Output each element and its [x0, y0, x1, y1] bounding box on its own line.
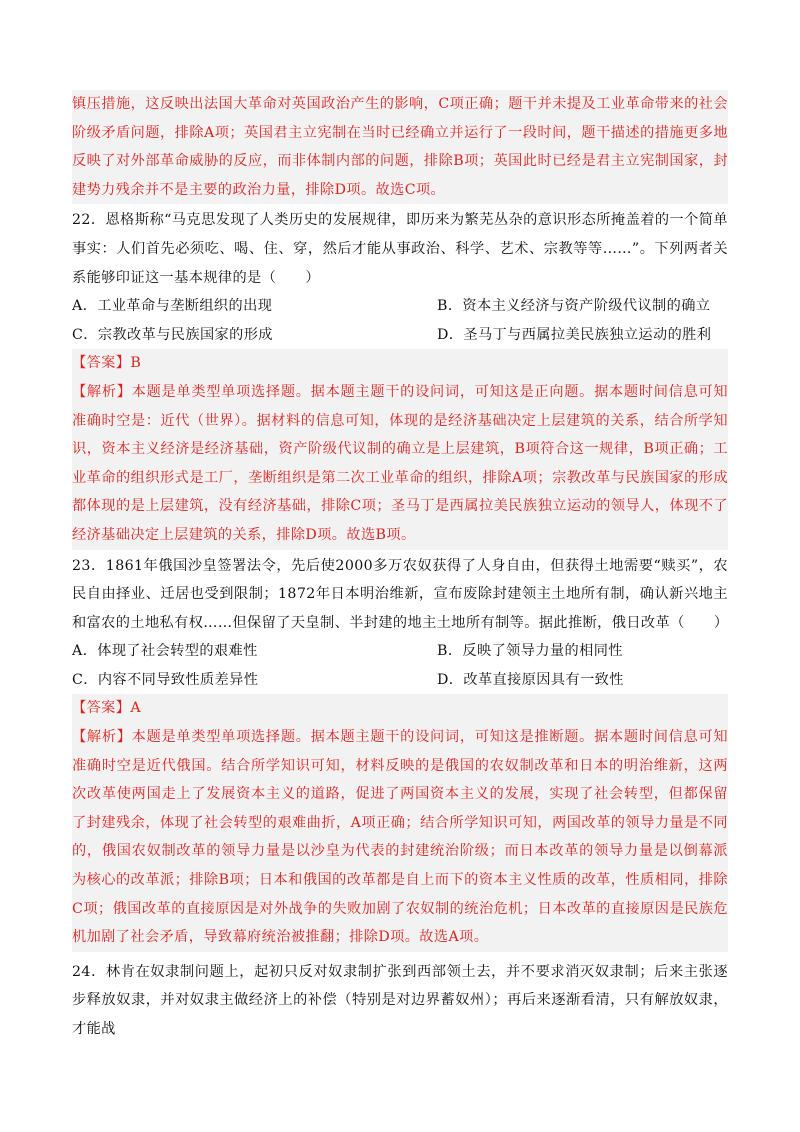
- option-a: A．体现了社会转型的艰难性: [72, 643, 258, 660]
- answer-block-23: [72, 694, 728, 951]
- analysis-22: 【解析】本题是单类型单项选择题。据本题主题干的设问词，可知这是正向题。据本题时间信息可知准确时空是：近代（世界）。据材料的信息可知，体现的是经济基础决定上层建筑的关系，结合所学知识，资本主义经济是经济基础，资产阶级代议制的确立是上层建筑，B项符合这一规律，B项正确；工业革命的组织形式是工厂，垄断组织是第二次工业革命的组织，排除A项；宗教改革与民族国家的形成都体现的是上层建筑，没有经济基础，排除C项；圣马丁是西属拉美民族独立运动的领导人，体现不了经济基础决定上层建筑的关系，排除D项。故选B项。: [72, 383, 728, 543]
- question-22-options: [72, 292, 728, 349]
- question-23-stem: 23．1861年俄国沙皇签署法令，先后使2000多万农奴获得了人身自由，但获得土地需要“赎买”，农民自由择业、迁居也受到限制；1872年日本明治维新，宣布废除封建领主土地所有制，确认新兴地主和富农的土地私有权……但保留了天皇制、半封建的地主土地所有制等。据此推断，俄日改革（ ）: [72, 557, 729, 631]
- analysis-block-21: [72, 90, 728, 204]
- option-b: B．资本主义经济与资产阶级代议制的确立: [437, 298, 711, 315]
- answer-22: 【答案】B: [72, 355, 142, 372]
- analysis-text-21: 镇压措施，这反映出法国大革命对英国政治产生的影响，C项正确；题干并未提及工业革命带来的社会阶级矛盾问题，排除A项；英国君主立宪制在当时已经确立并运行了一段时间，题干描述的措施更多地反映了对外部革命威胁的反应，而非体制内部的问题，排除B项；英国此时已经是君主立宪制国家，封建势力残余并不是主要的政治力量，排除D项。故选C项。: [72, 96, 728, 198]
- option-c: C．内容不同导致性质差异性: [72, 671, 259, 688]
- analysis-23: 【解析】本题是单类型单项选择题。据本题主题干的设问词，可知这是推断题。据本题时间信息可知准确时空是近代俄国。结合所学知识可知，材料反映的是俄国的农奴制改革和日本的明治维新，这两次改革使两国走上了发展资本主义的道路，促进了两国资本主义的发展，实现了社会转型，但都保留了封建残余，体现了社会转型的艰难曲折，A项正确；结合所学知识可知，两国改革的领导力量是不同的，俄国农奴制改革的领导力量是以沙皇为代表的封建统治阶级；而日本改革的领导力量是以倒幕派为核心的改革派；排除B项；日本和俄国的改革都是自上而下的资本主义性质的改革，性质相同，排除C项；俄国改革的直接原因是对外战争的失败加剧了农奴制的统治危机；日本改革的直接原因是民族危机加剧了社会矛盾，导致幕府统治被推翻；排除D项。故选A项。: [72, 729, 728, 946]
- option-d: D．改革直接原因具有一致性: [437, 671, 624, 688]
- answer-block-22: [72, 349, 728, 549]
- option-d: D．圣马丁与西属拉美民族独立运动的胜利: [437, 326, 712, 343]
- option-b: B．反映了领导力量的相同性: [437, 643, 623, 660]
- question-22-stem: 22．恩格斯称“马克思发现了人类历史的发展规律，即历来为繁芜丛杂的意识形态所掩盖着的一个简单事实：人们首先必须吃、喝、住、穿，然后才能从事政治、科学、艺术、宗教等等……”。下列两者关系能够印证这一基本规律的是（ ）: [72, 212, 728, 286]
- option-a: A．工业革命与垄断组织的出现: [72, 298, 273, 315]
- question-23-options: [72, 637, 728, 694]
- document-page: [72, 90, 728, 1044]
- question-24-stem: 24．林肯在奴隶制问题上，起初只反对奴隶制扩张到西部领土去，并不要求消灭奴隶制；后来主张逐步释放奴隶，并对奴隶主做经济上的补偿（特别是对边界蓄奴州）；再后来逐渐看清，只有解放奴隶，才能战: [72, 963, 728, 1037]
- answer-23: 【答案】A: [72, 700, 141, 717]
- option-c: C．宗教改革与民族国家的形成: [72, 326, 273, 343]
